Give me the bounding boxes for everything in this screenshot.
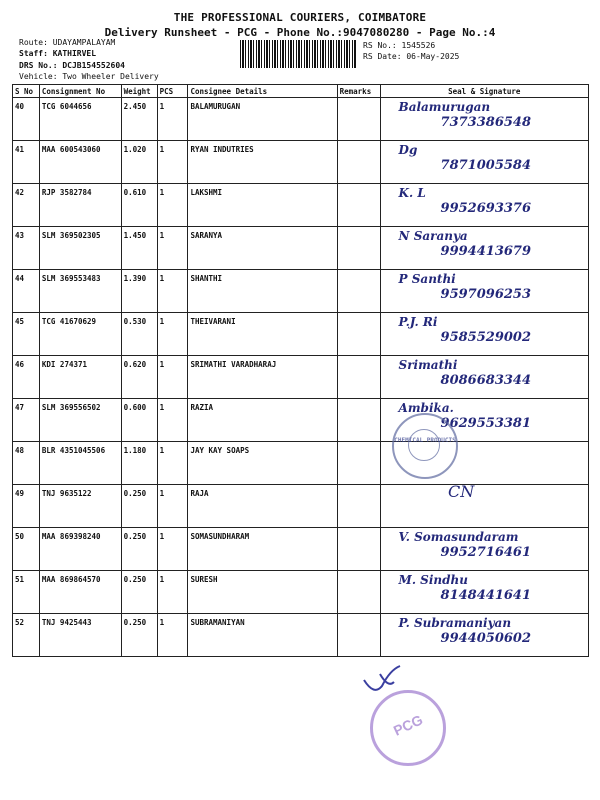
cell-consignment-no: RJP 3582784 bbox=[39, 184, 121, 227]
cell-consignment-no: BLR 4351045506 bbox=[39, 442, 121, 485]
cell-sno: 51 bbox=[13, 571, 40, 614]
cell-weight: 1.450 bbox=[121, 227, 157, 270]
cell-pcs: 1 bbox=[157, 313, 188, 356]
table-row bbox=[13, 485, 589, 528]
cell-pcs: 1 bbox=[157, 571, 188, 614]
table-row bbox=[13, 313, 589, 356]
cell-sno: 45 bbox=[13, 313, 40, 356]
col-weight: Weight bbox=[121, 85, 157, 98]
company-seal bbox=[392, 413, 458, 479]
table-row bbox=[13, 399, 589, 442]
cell-consignee: BALAMURUGAN bbox=[188, 98, 337, 141]
signature-phone: 9597096253 bbox=[440, 287, 532, 302]
signature-phone: 9952716461 bbox=[440, 545, 532, 560]
table-header-row bbox=[13, 85, 589, 98]
runsheet-subtitle: Delivery Runsheet - PCG - Phone No.:9047080280 - Page No.:4 bbox=[104, 26, 496, 39]
cell-weight: 1.020 bbox=[121, 141, 157, 184]
signature-handwriting: P.J. Ri bbox=[398, 315, 438, 329]
cell-sno: 50 bbox=[13, 528, 40, 571]
table-row bbox=[13, 184, 589, 227]
table-row bbox=[13, 356, 589, 399]
seal-text: CHEMICAL PRODUCTS bbox=[394, 437, 456, 444]
drs-number: DRS No.: DCJB154552604 bbox=[19, 61, 125, 70]
table-row bbox=[13, 141, 589, 184]
cell-weight: 0.250 bbox=[121, 528, 157, 571]
cell-consignee: LAKSHMI bbox=[188, 184, 337, 227]
cell-signature bbox=[380, 528, 588, 571]
cell-pcs: 1 bbox=[157, 227, 188, 270]
cell-consignment-no: MAA 869398240 bbox=[39, 528, 121, 571]
cell-signature bbox=[380, 98, 588, 141]
cell-sno: 46 bbox=[13, 356, 40, 399]
table-row bbox=[13, 270, 589, 313]
cell-consignee: RAJA bbox=[188, 485, 337, 528]
vehicle-label: Vehicle: Two Wheeler Delivery bbox=[19, 72, 159, 81]
cell-consignment-no: MAA 869864570 bbox=[39, 571, 121, 614]
cell-consignee: RAZIA bbox=[188, 399, 337, 442]
cell-sno: 40 bbox=[13, 98, 40, 141]
signature-handwriting: P Santhi bbox=[398, 272, 456, 286]
cell-weight: 0.250 bbox=[121, 614, 157, 657]
cell-consignee: SARANYA bbox=[188, 227, 337, 270]
staff-label: Staff: KATHIRVEL bbox=[19, 49, 97, 58]
cell-signature bbox=[380, 184, 588, 227]
cell-sno: 44 bbox=[13, 270, 40, 313]
cell-consignment-no: SLM 369502305 bbox=[39, 227, 121, 270]
cell-consignment-no: MAA 600543060 bbox=[39, 141, 121, 184]
signature-phone: 9585529002 bbox=[440, 330, 532, 345]
col-consignee: Consignee Details bbox=[188, 85, 337, 98]
cell-pcs: 1 bbox=[157, 528, 188, 571]
cell-pcs: 1 bbox=[157, 98, 188, 141]
cell-remarks bbox=[337, 571, 380, 614]
cell-signature bbox=[380, 313, 588, 356]
cell-weight: 0.620 bbox=[121, 356, 157, 399]
cell-pcs: 1 bbox=[157, 184, 188, 227]
cell-weight: 0.250 bbox=[121, 571, 157, 614]
signature-handwriting: K. L bbox=[398, 186, 426, 200]
cell-consignment-no: TCG 6044656 bbox=[39, 98, 121, 141]
table-row bbox=[13, 571, 589, 614]
cell-consignee: SUBRAMANIYAN bbox=[188, 614, 337, 657]
signature-handwriting: P. Subramaniyan bbox=[398, 616, 512, 630]
cell-remarks bbox=[337, 485, 380, 528]
table-row bbox=[13, 442, 589, 485]
signature-phone: 8148441641 bbox=[440, 588, 532, 603]
cell-consignee: JAY KAY SOAPS bbox=[188, 442, 337, 485]
cell-remarks bbox=[337, 270, 380, 313]
cell-sno: 42 bbox=[13, 184, 40, 227]
signature-handwriting: Srimathi bbox=[398, 358, 458, 372]
cell-sno: 43 bbox=[13, 227, 40, 270]
col-sno: S No bbox=[13, 85, 40, 98]
rs-date: RS Date: 06-May-2025 bbox=[363, 52, 460, 61]
cell-remarks bbox=[337, 356, 380, 399]
cell-weight: 0.610 bbox=[121, 184, 157, 227]
cell-remarks bbox=[337, 399, 380, 442]
cell-consignee: RYAN INDUTRIES bbox=[188, 141, 337, 184]
cell-consignment-no: TNJ 9425443 bbox=[39, 614, 121, 657]
cell-weight: 2.450 bbox=[121, 98, 157, 141]
cell-weight: 0.530 bbox=[121, 313, 157, 356]
signature-phone: 7871005584 bbox=[440, 158, 532, 173]
cell-consignment-no: TNJ 9635122 bbox=[39, 485, 121, 528]
cell-remarks bbox=[337, 528, 380, 571]
cell-sno: 52 bbox=[13, 614, 40, 657]
runsheet-table bbox=[12, 84, 589, 657]
cell-consignee: SHANTHI bbox=[188, 270, 337, 313]
cell-signature bbox=[380, 227, 588, 270]
signature-handwriting: Ambika. bbox=[398, 401, 454, 415]
signature-phone: 8086683344 bbox=[440, 373, 532, 388]
cell-remarks bbox=[337, 614, 380, 657]
table-row bbox=[13, 614, 589, 657]
barcode bbox=[240, 40, 356, 68]
cell-sno: 49 bbox=[13, 485, 40, 528]
cell-consignee: SOMASUNDHARAM bbox=[188, 528, 337, 571]
pcg-stamp bbox=[370, 690, 446, 766]
cell-consignment-no: SLM 369556502 bbox=[39, 399, 121, 442]
cell-signature bbox=[380, 141, 588, 184]
cell-consignee: THEIVARANI bbox=[188, 313, 337, 356]
cell-consignee: SURESH bbox=[188, 571, 337, 614]
signature-phone: 9952693376 bbox=[440, 201, 532, 216]
cell-remarks bbox=[337, 184, 380, 227]
cell-pcs: 1 bbox=[157, 270, 188, 313]
cell-weight: 1.180 bbox=[121, 442, 157, 485]
seal-inner bbox=[408, 429, 440, 461]
cell-remarks bbox=[337, 141, 380, 184]
cell-signature bbox=[380, 356, 588, 399]
cn-handwritten: CN bbox=[448, 482, 475, 501]
col-pcs: PCS bbox=[157, 85, 188, 98]
pcg-stamp-text: PCG bbox=[390, 711, 426, 739]
cell-consignment-no: SLM 369553483 bbox=[39, 270, 121, 313]
cell-remarks bbox=[337, 442, 380, 485]
cell-pcs: 1 bbox=[157, 356, 188, 399]
cell-pcs: 1 bbox=[157, 485, 188, 528]
col-consignment: Consignment No bbox=[39, 85, 121, 98]
cell-weight: 1.390 bbox=[121, 270, 157, 313]
cell-remarks bbox=[337, 313, 380, 356]
cell-signature bbox=[380, 485, 588, 528]
cell-signature bbox=[380, 614, 588, 657]
cell-signature bbox=[380, 270, 588, 313]
signature-phone: 7373386548 bbox=[440, 115, 532, 130]
signature-handwriting: V. Somasundaram bbox=[398, 530, 519, 544]
signature-phone: 9944050602 bbox=[440, 631, 532, 646]
cell-consignee: SRIMATHI VARADHARAJ bbox=[188, 356, 337, 399]
col-signature: Seal & Signature bbox=[380, 85, 588, 98]
signature-handwriting: Balamurugan bbox=[398, 100, 491, 114]
route-label: Route: UDAYAMPALAYAM bbox=[19, 38, 116, 47]
signature-phone: 9629553381 bbox=[440, 416, 532, 431]
cell-pcs: 1 bbox=[157, 614, 188, 657]
table-row bbox=[13, 227, 589, 270]
table-row bbox=[13, 98, 589, 141]
signature-handwriting: M. Sindhu bbox=[398, 573, 468, 587]
cell-sno: 48 bbox=[13, 442, 40, 485]
cell-pcs: 1 bbox=[157, 399, 188, 442]
signature-handwriting: Dg bbox=[398, 143, 418, 157]
cell-weight: 0.600 bbox=[121, 399, 157, 442]
rs-number: RS No.: 1545526 bbox=[363, 41, 436, 50]
cell-sno: 47 bbox=[13, 399, 40, 442]
signature-phone: 9994413679 bbox=[440, 244, 532, 259]
cell-consignment-no: TCG 41670629 bbox=[39, 313, 121, 356]
signature-handwriting: N Saranya bbox=[398, 229, 468, 243]
cell-pcs: 1 bbox=[157, 141, 188, 184]
cell-signature bbox=[380, 571, 588, 614]
col-remarks: Remarks bbox=[337, 85, 380, 98]
cell-sno: 41 bbox=[13, 141, 40, 184]
table-row bbox=[13, 528, 589, 571]
cell-weight: 0.250 bbox=[121, 485, 157, 528]
cell-consignment-no: KDI 274371 bbox=[39, 356, 121, 399]
cell-pcs: 1 bbox=[157, 442, 188, 485]
company-title: THE PROFESSIONAL COURIERS, COIMBATORE bbox=[173, 11, 427, 24]
cell-remarks bbox=[337, 227, 380, 270]
cell-remarks bbox=[337, 98, 380, 141]
